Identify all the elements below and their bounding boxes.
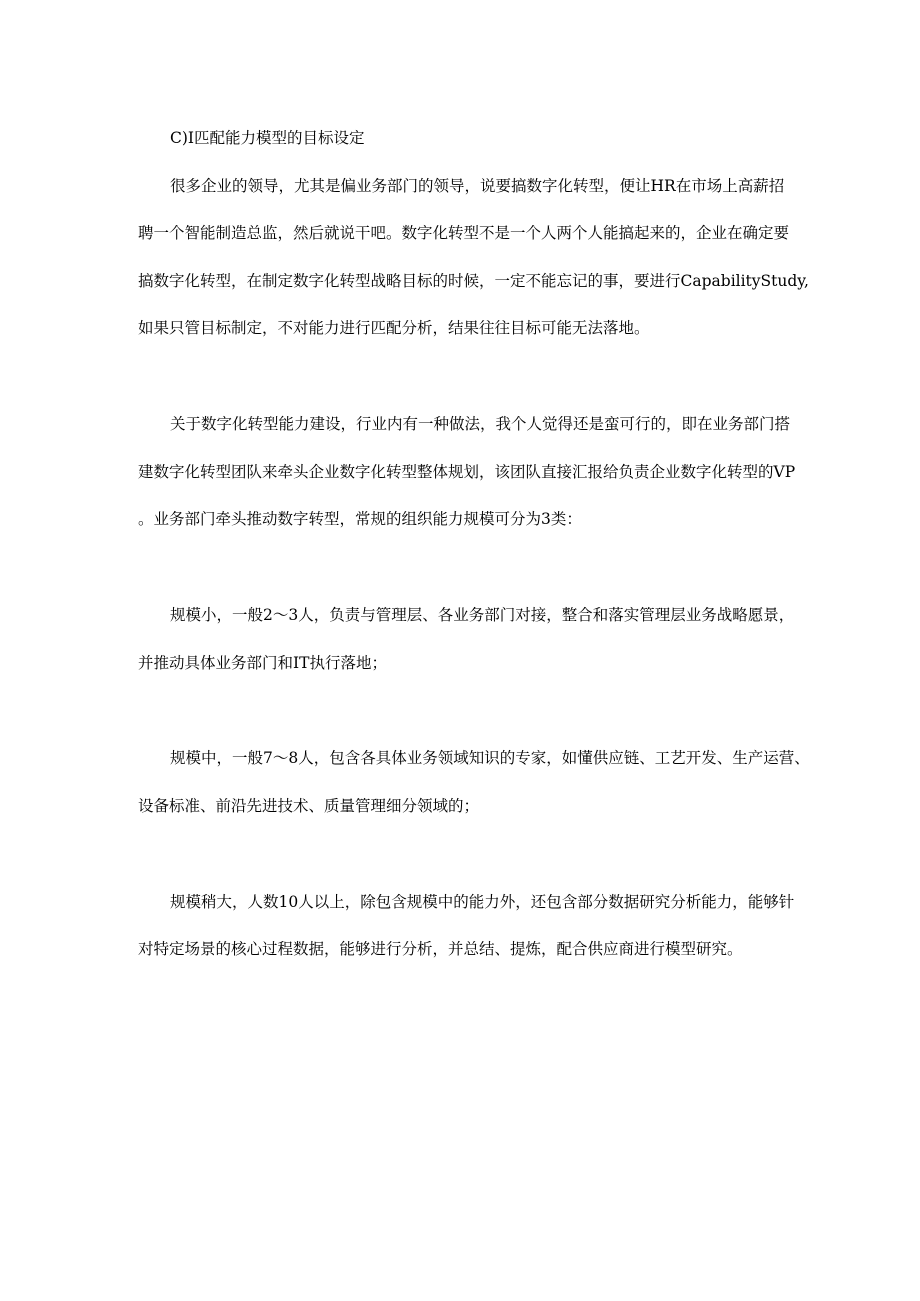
- section-heading: C)I匹配能力模型的目标设定: [170, 129, 365, 147]
- paragraph-4-line-2: 设备标准、前沿先进技术、质量管理细分领域的；: [138, 797, 480, 815]
- paragraph-1-line-1: 很多企业的领导，尤其是偏业务部门的领导，说要搞数字化转型，便让HR在市场上高薪招: [170, 177, 785, 195]
- paragraph-2-line-1: 关于数字化转型能力建设，行业内有一种做法，我个人觉得还是蛮可行的，即在业务部门搭: [170, 415, 791, 433]
- paragraph-1-line-3: 搞数字化转型，在制定数字化转型战略目标的时候，一定不能忘记的事，要进行CapabilityStudy,: [138, 272, 809, 290]
- paragraph-2-line-2: 建数字化转型团队来牵头企业数字化转型整体规划，该团队直接汇报给负责企业数字化转型的VP: [138, 463, 796, 481]
- paragraph-3-line-2: 并推动具体业务部门和IT执行落地；: [138, 654, 387, 672]
- paragraph-1-line-2: 聘一个智能制造总监，然后就说干吧。数字化转型不是一个人两个人能搞起来的，企业在确定要: [138, 224, 790, 242]
- paragraph-5-line-2: 对特定场景的核心过程数据，能够进行分析，并总结、提炼，配合供应商进行模型研究。: [138, 940, 743, 958]
- paragraph-5-line-1: 规模稍大，人数10人以上，除包含规模中的能力外，还包含部分数据研究分析能力，能够针: [170, 893, 795, 911]
- paragraph-2-line-3: 。业务部门牵头推动数字转型，常规的组织能力规模可分为3类：: [138, 510, 582, 528]
- paragraph-4-line-1: 规模中，一般7〜8人，包含各具体业务领域知识的专家，如懂供应链、工艺开发、生产运营、: [170, 749, 810, 767]
- paragraph-3-line-1: 规模小，一般2〜3人，负责与管理层、各业务部门对接，整合和落实管理层业务战略愿景，: [170, 606, 795, 624]
- paragraph-1-line-4: 如果只管目标制定，不对能力进行匹配分析，结果往往目标可能无法落地。: [138, 319, 650, 337]
